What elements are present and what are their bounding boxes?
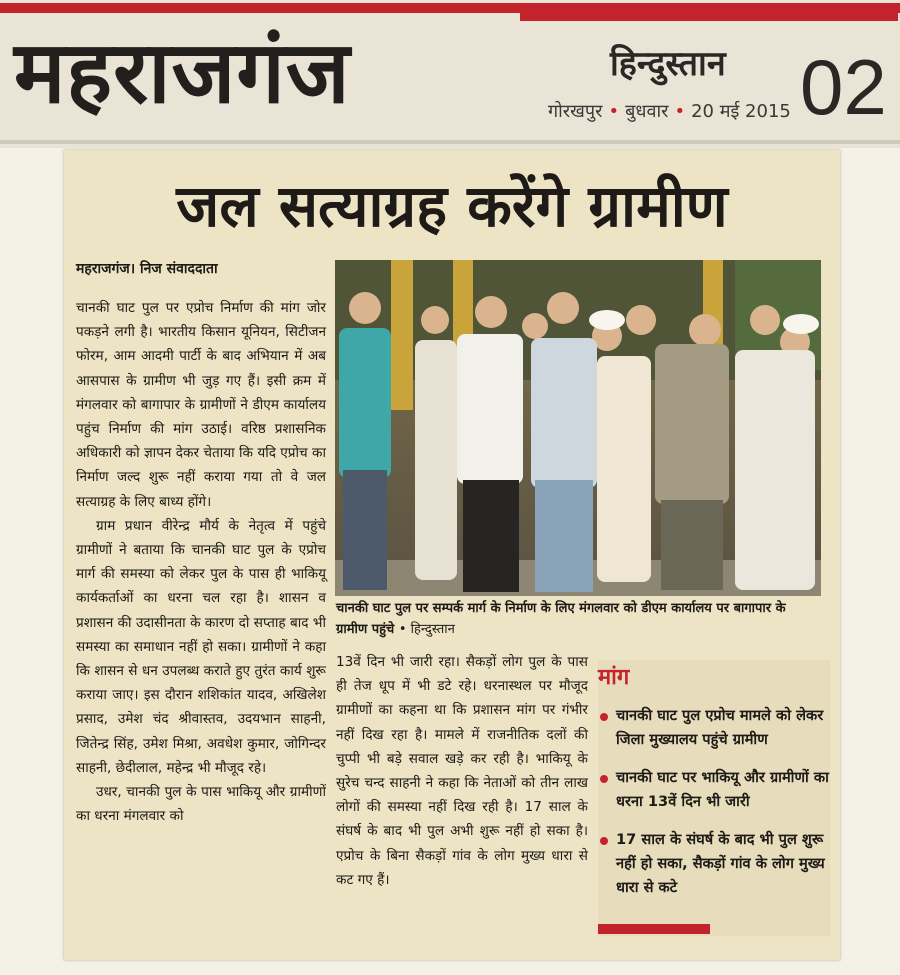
edition-line bbox=[548, 100, 791, 124]
article-column-1 bbox=[76, 296, 326, 828]
article-clipping bbox=[64, 150, 840, 960]
district-title: महराजगंज bbox=[14, 23, 351, 123]
edition-date: 20 मई 2015 bbox=[691, 101, 791, 122]
page-number: 02 bbox=[800, 43, 887, 131]
paragraph: ग्राम प्रधान वीरेन्द्र मौर्य के नेतृत्व में पहुंचे ग्रामीणों ने बताया कि चानकी घाट पुल के एप्रोच मार्ग की समस्या को लेकर पुल के पास ही भाकियू कार्यकर्ताओं का धरना चल रहा है। शासन व प्रशासन की उदासीनता के कारण दो सप्ताह बाद भी समस्या का समाधान नहीं हो सका। ग्रामीणों ने कहा कि शासन से धन उपलब्ध कराते हुए तुरंत कार्य शुरू कराया जाए। इस दौरान शशिकांत यादव, अखिलेश प्रसाद, उमेश चंद श्रीवास्तव, उदयभान साहनी, जितेन्द्र सिंह, उमेश मिश्रा, अवधेश कुमार, जोगिन्दर साहनी, छेदीलाल, महेन्द्र भी मौजूद रहे। bbox=[76, 517, 326, 776]
bullet-icon: • bbox=[608, 101, 620, 122]
demand-box bbox=[598, 660, 830, 936]
caption-text: चानकी घाट पुल पर सम्पर्क मार्ग के निर्माण के लिए मंगलवार को डीएम कार्यालय पर बागापार के ग्रामीण पहुंचे bbox=[336, 601, 786, 637]
article-column-2 bbox=[336, 650, 588, 892]
demand-item: चानकी घाट पर भाकियू और ग्रामीणों का धरना 13वें दिन भी जारी bbox=[598, 766, 830, 814]
edition-city: गोरखपुर bbox=[548, 101, 603, 122]
headline: जल सत्याग्रह करेंगे ग्रामीण bbox=[176, 172, 728, 240]
paragraph: 13वें दिन भी जारी रहा। सैकड़ों लोग पुल के पास ही तेज धूप में भी डटे रहे। धरनास्थल पर मौजूद ग्रामीणों का कहना था कि प्रशासन मांग पर गंभीर नहीं दिख रहा है। मामले में राजनीतिक दलों की चुप्पी भी बड़े सवाल खड़े कर रही है। भाकियू के सुरेच चन्द साहनी ने कहा कि नेताओं को तीन लाख लोगों की समस्या नहीं दिख रही है। 17 साल के संघर्ष के बाद भी पुल अभी शुरू नहीं हो सका है। एप्रोच के बिना सैकड़ों गांव के लोग मुख्य धारा से कट गए हैं। bbox=[336, 654, 588, 888]
demand-item: चानकी घाट पुल एप्रोच मामले को लेकर जिला मुख्यालय पहुंचे ग्रामीण bbox=[598, 704, 830, 752]
demand-list bbox=[598, 704, 830, 914]
newspaper-name: हिन्दुस्तान bbox=[610, 44, 726, 84]
demand-box-red-bar bbox=[598, 924, 710, 934]
masthead-red-rule bbox=[0, 3, 900, 13]
photo-caption bbox=[336, 598, 820, 640]
news-photo bbox=[335, 260, 821, 596]
edition-weekday: बुधवार bbox=[625, 101, 669, 122]
demand-item: 17 साल के संघर्ष के बाद भी पुल शुरू नहीं हो सका, सैकड़ों गांव के लोग मुख्य धारा से कटे bbox=[598, 828, 830, 900]
group-photo-illustration bbox=[335, 260, 821, 596]
masthead-divider bbox=[0, 140, 900, 144]
masthead-red-rule-right bbox=[520, 13, 898, 21]
paragraph: चानकी घाट पुल पर एप्रोच निर्माण की मांग जोर पकड़ने लगी है। भारतीय किसान यूनियन, सिटीजन फोरम, आम आदमी पार्टी के बाद अभियान में अब आसपास के ग्रामीण भी जुड़ गए हैं। इसी क्रम में मंगलवार को बागापार के ग्रामीणों ने डीएम कार्यालय पहुंच निर्माण की मांग उठाई। वरिष्ठ प्रशासनिक अधिकारी को ज्ञापन देकर चेताया कि यदि एप्रोच का निर्माण जल्द शुरू नहीं कराया गया तो वे जल सत्याग्रह के लिए बाध्य होंगे। bbox=[76, 300, 326, 510]
demand-box-title: मांग bbox=[598, 665, 630, 690]
bullet-icon: • bbox=[674, 101, 686, 122]
photo-credit: • हिन्दुस्तान bbox=[398, 622, 455, 637]
paragraph: उधर, चानकी पुल के पास भाकियू और ग्रामीणों का धरना मंगलवार को bbox=[76, 784, 326, 825]
byline: महराजगंज। निज संवाददाता bbox=[76, 261, 218, 277]
masthead bbox=[0, 0, 900, 148]
